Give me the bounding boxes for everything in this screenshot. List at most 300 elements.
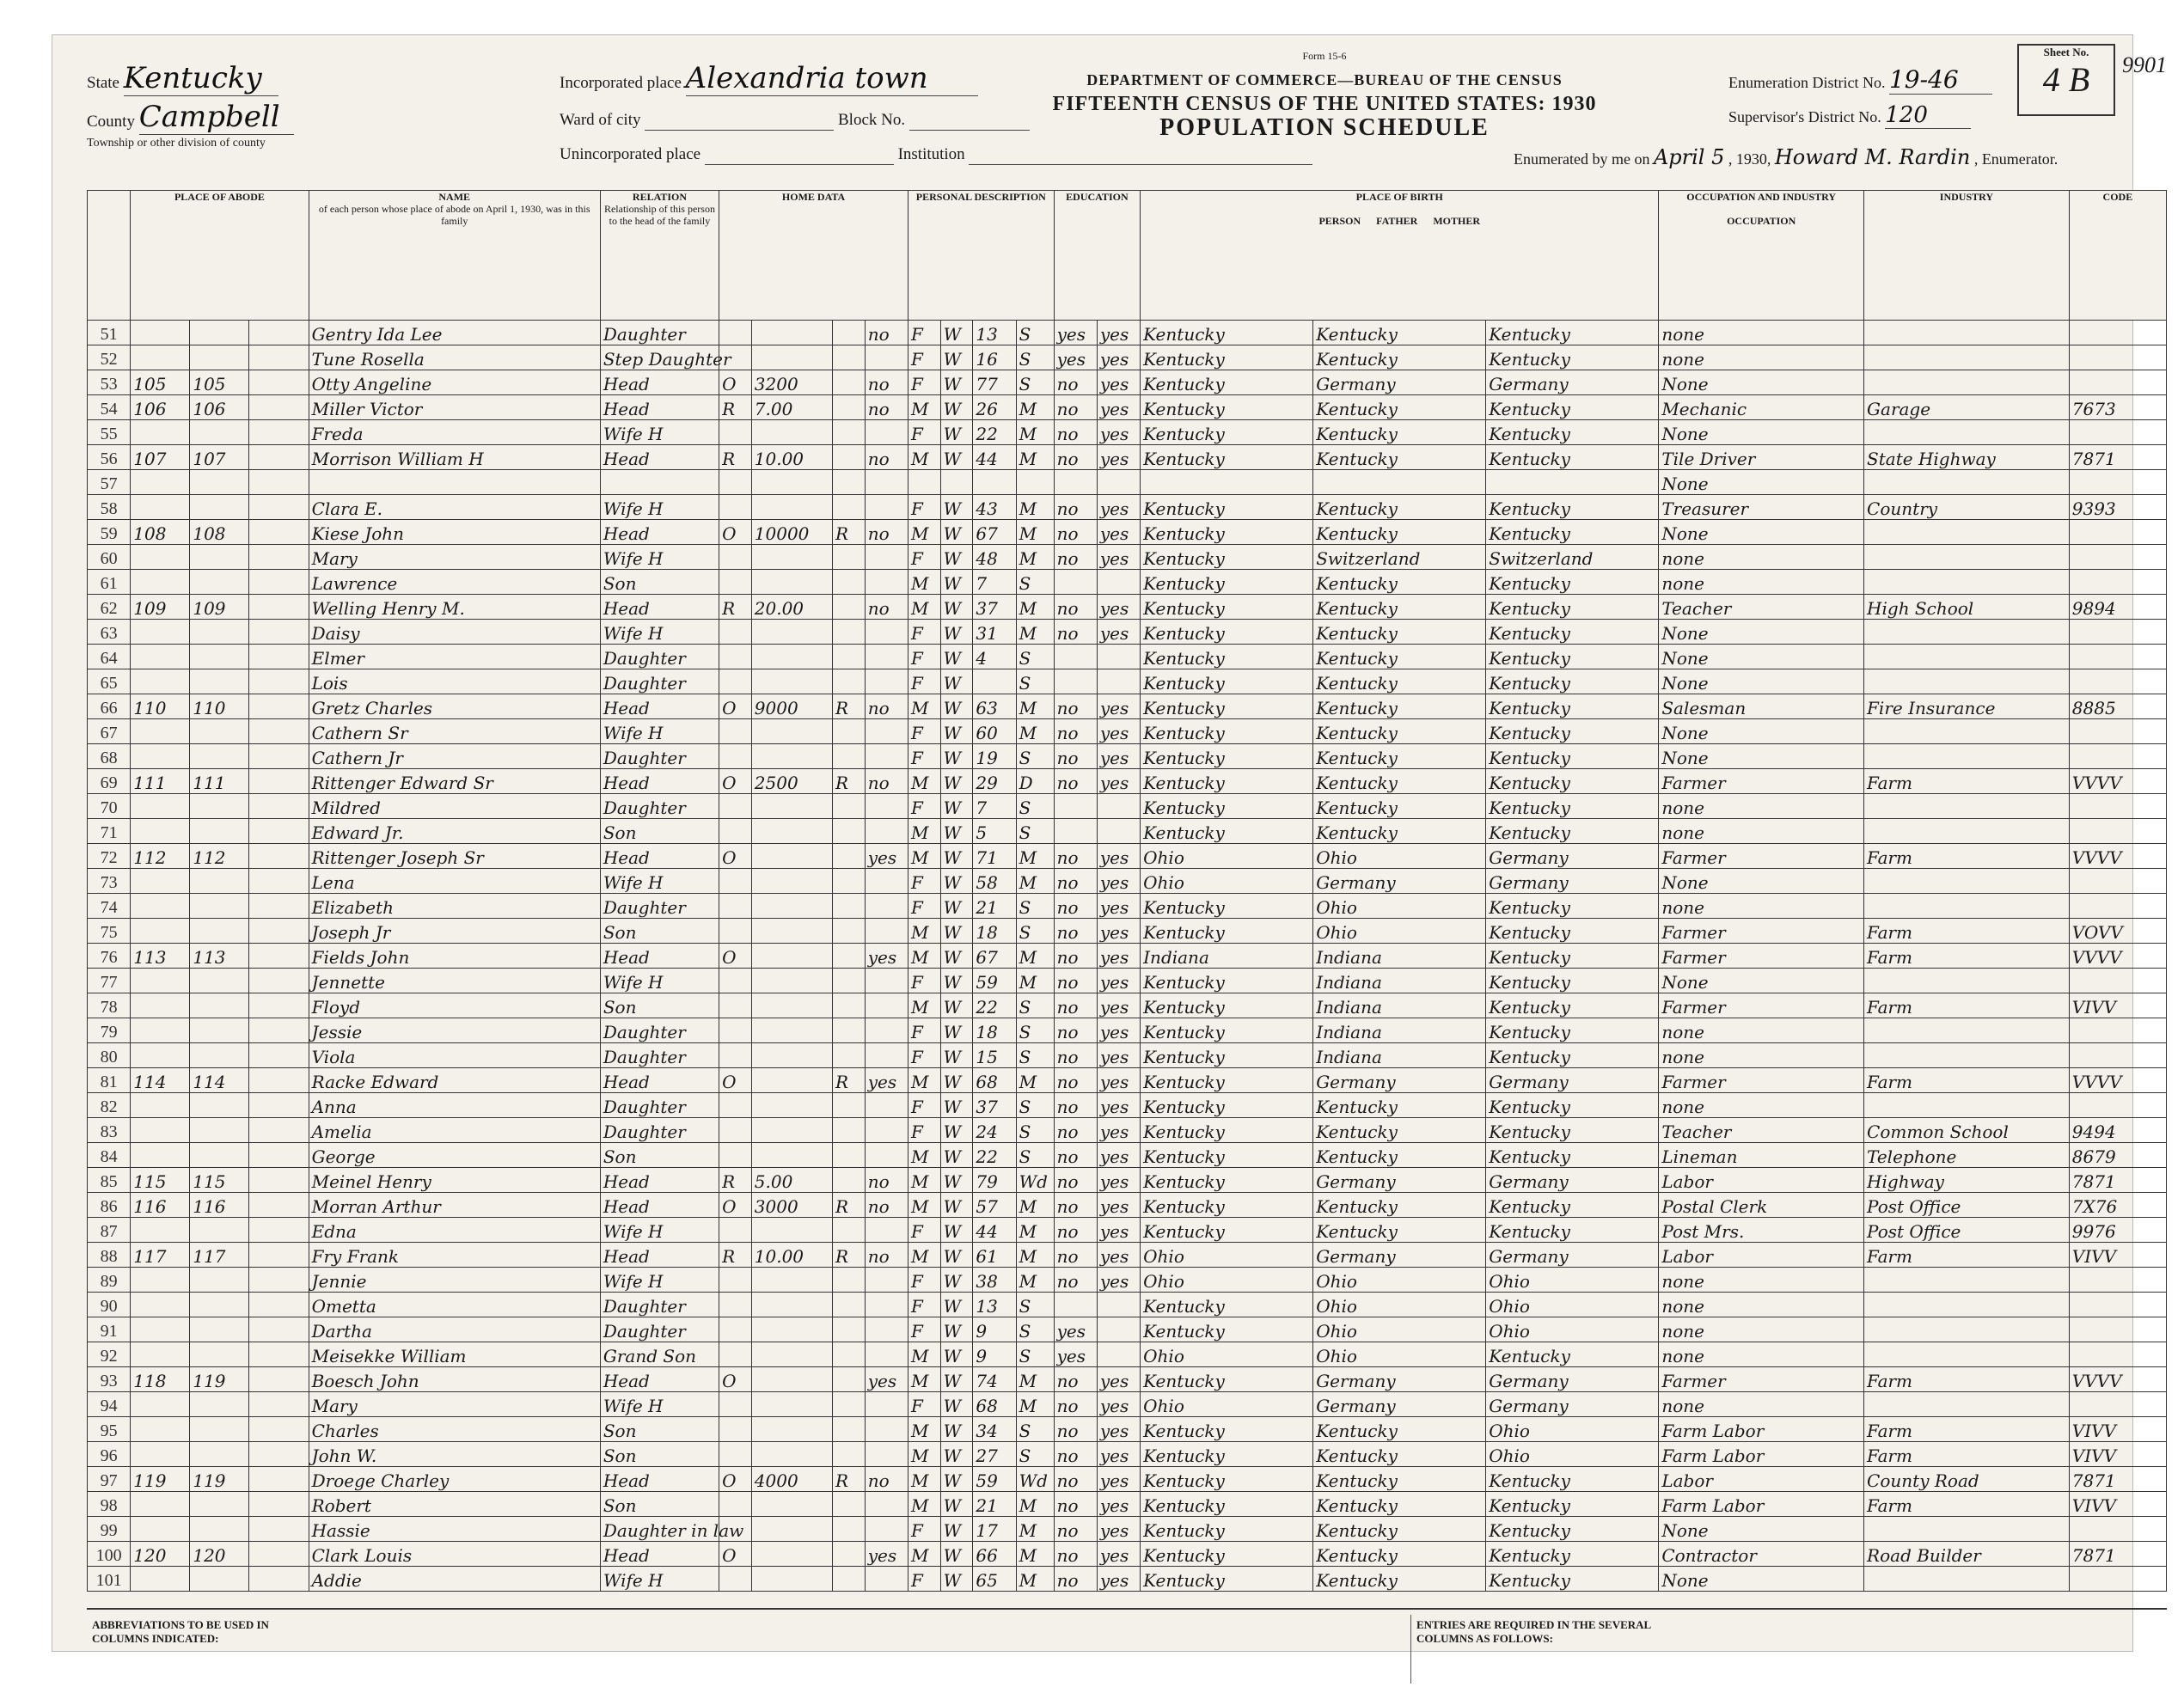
- cell-sex: F: [908, 620, 940, 645]
- cell-rel: Daughter: [600, 1118, 719, 1143]
- cell-read: yes: [1097, 1068, 1140, 1093]
- cell-school: [1054, 794, 1097, 819]
- cell-radio: [833, 1268, 866, 1293]
- cell-school: no: [1054, 495, 1097, 520]
- cell-rel: [600, 470, 719, 495]
- cell-mother: Kentucky: [1486, 1492, 1659, 1517]
- cell-dwelling: [190, 321, 249, 345]
- cell-value: [751, 869, 832, 894]
- cell-industry: [1864, 1342, 2070, 1367]
- cell-industry: [1864, 645, 2070, 669]
- cell-house: [131, 495, 190, 520]
- cell-school: no: [1054, 1542, 1097, 1567]
- cell-house: [131, 470, 190, 495]
- cell-sex: F: [908, 1293, 940, 1317]
- sheet-label: Sheet No.: [2043, 46, 2089, 58]
- cell-dwelling: 109: [190, 595, 249, 620]
- cell-n: 84: [88, 1143, 131, 1168]
- cell-read: yes: [1097, 1492, 1140, 1517]
- cell-race: W: [940, 769, 973, 794]
- cell-n: 75: [88, 919, 131, 944]
- cell-farm: no: [865, 694, 908, 719]
- cell-value: [751, 1268, 832, 1293]
- cell-value: [751, 495, 832, 520]
- cell-mother: Germany: [1486, 869, 1659, 894]
- cell-name: Viola: [309, 1043, 600, 1068]
- cell-school: no: [1054, 1417, 1097, 1442]
- cell-occupation: Labor: [1659, 1243, 1864, 1268]
- cell-industry: [1864, 1018, 2070, 1043]
- cell-pob: Indiana: [1141, 944, 1313, 969]
- cell-school: no: [1054, 769, 1097, 794]
- cell-age: [973, 669, 1016, 694]
- cell-n: 63: [88, 620, 131, 645]
- cell-age: 18: [973, 1018, 1016, 1043]
- cell-code: VVVV: [2069, 1068, 2166, 1093]
- cell-family: [249, 894, 309, 919]
- cell-age: 79: [973, 1168, 1016, 1193]
- cell-farm: no: [865, 395, 908, 420]
- cell-house: 107: [131, 445, 190, 470]
- cell-read: yes: [1097, 370, 1140, 395]
- cell-radio: [833, 1293, 866, 1317]
- table-row: [88, 869, 2167, 894]
- cell-n: 88: [88, 1243, 131, 1268]
- cell-age: 9: [973, 1317, 1016, 1342]
- cell-mother: Kentucky: [1486, 1467, 1659, 1492]
- cell-marital: M: [1016, 1068, 1054, 1093]
- cell-race: W: [940, 869, 973, 894]
- cell-pob: Kentucky: [1141, 1517, 1313, 1542]
- cell-n: 58: [88, 495, 131, 520]
- cell-pob: Kentucky: [1141, 445, 1313, 470]
- cell-house: 111: [131, 769, 190, 794]
- cell-tenure: O: [719, 844, 752, 869]
- cell-tenure: [719, 794, 752, 819]
- cell-marital: S: [1016, 1043, 1054, 1068]
- cell-age: 15: [973, 1043, 1016, 1068]
- cell-name: Robert: [309, 1492, 600, 1517]
- table-row: [88, 1218, 2167, 1243]
- cell-value: [751, 1342, 832, 1367]
- cell-school: no: [1054, 1218, 1097, 1243]
- cell-tenure: O: [719, 370, 752, 395]
- cell-age: 16: [973, 345, 1016, 370]
- cell-radio: R: [833, 1243, 866, 1268]
- cell-house: [131, 1218, 190, 1243]
- cell-occupation: Farmer: [1659, 993, 1864, 1018]
- cell-house: [131, 1268, 190, 1293]
- cell-n: 85: [88, 1168, 131, 1193]
- cell-race: W: [940, 420, 973, 445]
- cell-age: 26: [973, 395, 1016, 420]
- cell-rel: Head: [600, 595, 719, 620]
- cell-name: Rittenger Edward Sr: [309, 769, 600, 794]
- cell-tenure: O: [719, 1467, 752, 1492]
- cell-sex: F: [908, 321, 940, 345]
- cell-school: no: [1054, 1492, 1097, 1517]
- cell-industry: [1864, 420, 2070, 445]
- cell-tenure: O: [719, 694, 752, 719]
- table-row: [88, 1317, 2167, 1342]
- cell-mother: Germany: [1486, 1068, 1659, 1093]
- cell-school: no: [1054, 1243, 1097, 1268]
- cell-age: 27: [973, 1442, 1016, 1467]
- cell-industry: Farm: [1864, 1243, 2070, 1268]
- cell-sex: M: [908, 570, 940, 595]
- table-row: [88, 1417, 2167, 1442]
- cell-house: 112: [131, 844, 190, 869]
- population-table: [87, 190, 2167, 1592]
- cell-radio: [833, 744, 866, 769]
- cell-race: W: [940, 495, 973, 520]
- cell-farm: [865, 744, 908, 769]
- table-row: [88, 669, 2167, 694]
- cell-pob: Kentucky: [1141, 595, 1313, 620]
- cell-radio: [833, 1417, 866, 1442]
- cell-school: no: [1054, 1043, 1097, 1068]
- cell-tenure: R: [719, 1243, 752, 1268]
- cell-sex: M: [908, 1467, 940, 1492]
- cell-read: yes: [1097, 345, 1140, 370]
- block-label: Block No.: [838, 111, 906, 129]
- cell-dwelling: 120: [190, 1542, 249, 1567]
- cell-age: 66: [973, 1542, 1016, 1567]
- cell-pob: Kentucky: [1141, 545, 1313, 570]
- cell-sex: F: [908, 1043, 940, 1068]
- cell-race: W: [940, 894, 973, 919]
- cell-pob: Kentucky: [1141, 1068, 1313, 1093]
- cell-mother: Kentucky: [1486, 620, 1659, 645]
- cell-tenure: O: [719, 520, 752, 545]
- cell-race: W: [940, 719, 973, 744]
- cell-school: no: [1054, 1093, 1097, 1118]
- cell-school: [1054, 570, 1097, 595]
- cell-code: [2069, 470, 2166, 495]
- cell-father: Kentucky: [1313, 570, 1486, 595]
- cell-n: 55: [88, 420, 131, 445]
- cell-dwelling: [190, 1317, 249, 1342]
- cell-industry: [1864, 894, 2070, 919]
- cell-sex: F: [908, 645, 940, 669]
- cell-dwelling: [190, 1118, 249, 1143]
- cell-sex: M: [908, 694, 940, 719]
- cell-read: yes: [1097, 520, 1140, 545]
- cell-pob: Kentucky: [1141, 620, 1313, 645]
- cell-read: yes: [1097, 1043, 1140, 1068]
- cell-rel: Head: [600, 445, 719, 470]
- cell-farm: [865, 969, 908, 993]
- cell-n: 83: [88, 1118, 131, 1143]
- cell-house: 120: [131, 1542, 190, 1567]
- cell-radio: [833, 919, 866, 944]
- cell-rel: Son: [600, 1492, 719, 1517]
- institution-label: Institution: [897, 145, 965, 163]
- cell-pob: Kentucky: [1141, 520, 1313, 545]
- cell-industry: [1864, 669, 2070, 694]
- cell-marital: M: [1016, 1517, 1054, 1542]
- cell-race: W: [940, 545, 973, 570]
- cell-father: Ohio: [1313, 844, 1486, 869]
- cell-code: [2069, 1342, 2166, 1367]
- cell-name: Racke Edward: [309, 1068, 600, 1093]
- cell-mother: Kentucky: [1486, 420, 1659, 445]
- cell-industry: [1864, 1517, 2070, 1542]
- table-row: [88, 1093, 2167, 1118]
- cell-occupation: Labor: [1659, 1467, 1864, 1492]
- cell-n: 74: [88, 894, 131, 919]
- cell-occupation: None: [1659, 744, 1864, 769]
- cell-family: [249, 1467, 309, 1492]
- cell-farm: yes: [865, 1542, 908, 1567]
- cell-family: [249, 1068, 309, 1093]
- cell-age: 34: [973, 1417, 1016, 1442]
- cell-family: [249, 744, 309, 769]
- table-row: [88, 545, 2167, 570]
- cell-marital: M: [1016, 1268, 1054, 1293]
- table-row: [88, 1268, 2167, 1293]
- cell-dwelling: 114: [190, 1068, 249, 1093]
- cell-occupation: Farmer: [1659, 1068, 1864, 1093]
- cell-mother: Switzerland: [1486, 545, 1659, 570]
- cell-tenure: [719, 1293, 752, 1317]
- cell-marital: S: [1016, 321, 1054, 345]
- cell-family: [249, 669, 309, 694]
- enumerator-label: , Enumerator.: [1973, 150, 2059, 168]
- cell-pob: Kentucky: [1141, 1193, 1313, 1218]
- cell-radio: R: [833, 769, 866, 794]
- cell-father: Kentucky: [1313, 1492, 1486, 1517]
- cell-industry: Farm: [1864, 944, 2070, 969]
- cell-farm: no: [865, 595, 908, 620]
- cell-sex: F: [908, 1317, 940, 1342]
- cell-n: 67: [88, 719, 131, 744]
- cell-marital: S: [1016, 1342, 1054, 1367]
- cell-race: W: [940, 321, 973, 345]
- cell-marital: S: [1016, 819, 1054, 844]
- cell-rel: Head: [600, 520, 719, 545]
- cell-school: no: [1054, 1268, 1097, 1293]
- cell-name: Kiese John: [309, 520, 600, 545]
- cell-dwelling: 108: [190, 520, 249, 545]
- cell-industry: Highway: [1864, 1168, 2070, 1193]
- cell-n: 78: [88, 993, 131, 1018]
- cell-rel: Wife H: [600, 420, 719, 445]
- cell-name: Fields John: [309, 944, 600, 969]
- cell-sex: M: [908, 944, 940, 969]
- cell-school: yes: [1054, 1342, 1097, 1367]
- cell-age: 67: [973, 944, 1016, 969]
- cell-age: 77: [973, 370, 1016, 395]
- cell-age: 44: [973, 445, 1016, 470]
- cell-farm: no: [865, 1193, 908, 1218]
- cell-value: [751, 1118, 832, 1143]
- col-code: CODE: [2069, 191, 2166, 321]
- cell-marital: M: [1016, 694, 1054, 719]
- cell-name: Lawrence: [309, 570, 600, 595]
- cell-read: yes: [1097, 919, 1140, 944]
- cell-farm: no: [865, 445, 908, 470]
- cell-code: [2069, 744, 2166, 769]
- cell-father: Ohio: [1313, 1268, 1486, 1293]
- cell-house: [131, 719, 190, 744]
- cell-code: 7673: [2069, 395, 2166, 420]
- cell-rel: Wife H: [600, 1268, 719, 1293]
- col-education: EDUCATION: [1054, 191, 1141, 321]
- cell-rel: Head: [600, 370, 719, 395]
- cell-n: 89: [88, 1268, 131, 1293]
- cell-occupation: None: [1659, 645, 1864, 669]
- col-home-data: HOME DATA: [719, 191, 908, 321]
- cell-family: [249, 345, 309, 370]
- cell-name: Anna: [309, 1093, 600, 1118]
- cell-code: 9976: [2069, 1218, 2166, 1243]
- cell-family: [249, 1243, 309, 1268]
- cell-school: no: [1054, 1143, 1097, 1168]
- cell-code: [2069, 321, 2166, 345]
- cell-house: 110: [131, 694, 190, 719]
- table-row: [88, 1168, 2167, 1193]
- cell-pob: Kentucky: [1141, 719, 1313, 744]
- cell-mother: Kentucky: [1486, 520, 1659, 545]
- cell-mother: Kentucky: [1486, 1018, 1659, 1043]
- cell-value: [751, 570, 832, 595]
- cell-race: W: [940, 1018, 973, 1043]
- cell-father: Kentucky: [1313, 1417, 1486, 1442]
- cell-name: Tune Rosella: [309, 345, 600, 370]
- cell-age: 18: [973, 919, 1016, 944]
- cell-industry: [1864, 1392, 2070, 1417]
- cell-code: 7X76: [2069, 1193, 2166, 1218]
- cell-read: yes: [1097, 545, 1140, 570]
- cell-race: W: [940, 844, 973, 869]
- cell-name: Floyd: [309, 993, 600, 1018]
- census-sheet: [52, 34, 2167, 1652]
- cell-race: W: [940, 969, 973, 993]
- cell-race: W: [940, 1118, 973, 1143]
- cell-occupation: None: [1659, 719, 1864, 744]
- cell-dwelling: 119: [190, 1467, 249, 1492]
- cell-farm: [865, 470, 908, 495]
- cell-rel: Wife H: [600, 1392, 719, 1417]
- cell-mother: Kentucky: [1486, 1517, 1659, 1542]
- ward-label: Ward of city: [560, 111, 641, 129]
- cell-marital: S: [1016, 1143, 1054, 1168]
- cell-race: W: [940, 1317, 973, 1342]
- cell-read: yes: [1097, 1118, 1140, 1143]
- cell-race: W: [940, 645, 973, 669]
- cell-read: yes: [1097, 719, 1140, 744]
- cell-radio: [833, 595, 866, 620]
- cell-n: 70: [88, 794, 131, 819]
- cell-mother: Ohio: [1486, 1268, 1659, 1293]
- cell-pob: Kentucky: [1141, 1093, 1313, 1118]
- table-row: [88, 445, 2167, 470]
- table-row: [88, 969, 2167, 993]
- cell-family: [249, 944, 309, 969]
- cell-read: [1097, 1317, 1140, 1342]
- cell-code: 8885: [2069, 694, 2166, 719]
- cell-sex: M: [908, 1417, 940, 1442]
- cell-name: Cathern Jr: [309, 744, 600, 769]
- cell-occupation: Farmer: [1659, 1367, 1864, 1392]
- cell-name: Hassie: [309, 1517, 600, 1542]
- cell-pob: Kentucky: [1141, 420, 1313, 445]
- cell-farm: [865, 495, 908, 520]
- cell-n: 100: [88, 1542, 131, 1567]
- cell-age: 74: [973, 1367, 1016, 1392]
- cell-radio: [833, 1442, 866, 1467]
- cell-rel: Daughter: [600, 1293, 719, 1317]
- cell-read: yes: [1097, 744, 1140, 769]
- cell-value: [751, 545, 832, 570]
- cell-sex: F: [908, 794, 940, 819]
- cell-dwelling: [190, 1218, 249, 1243]
- cell-industry: [1864, 620, 2070, 645]
- cell-farm: [865, 620, 908, 645]
- cell-value: [751, 645, 832, 669]
- cell-tenure: [719, 1567, 752, 1592]
- cell-marital: S: [1016, 993, 1054, 1018]
- cell-value: 10.00: [751, 1243, 832, 1268]
- cell-marital: M: [1016, 495, 1054, 520]
- cell-occupation: Post Mrs.: [1659, 1218, 1864, 1243]
- cell-n: 59: [88, 520, 131, 545]
- cell-family: [249, 969, 309, 993]
- cell-race: W: [940, 1442, 973, 1467]
- cell-n: 92: [88, 1342, 131, 1367]
- cell-family: [249, 1542, 309, 1567]
- cell-read: yes: [1097, 595, 1140, 620]
- cell-rel: Head: [600, 769, 719, 794]
- table-row: [88, 395, 2167, 420]
- cell-dwelling: [190, 819, 249, 844]
- table-row: [88, 844, 2167, 869]
- cell-race: W: [940, 919, 973, 944]
- cell-race: W: [940, 520, 973, 545]
- cell-race: W: [940, 1043, 973, 1068]
- cell-school: [1054, 1293, 1097, 1317]
- cell-value: [751, 819, 832, 844]
- cell-rel: Head: [600, 1467, 719, 1492]
- cell-house: 119: [131, 1467, 190, 1492]
- cell-age: 22: [973, 420, 1016, 445]
- cell-dwelling: [190, 993, 249, 1018]
- cell-mother: [1486, 470, 1659, 495]
- cell-mother: Kentucky: [1486, 894, 1659, 919]
- cell-race: W: [940, 1193, 973, 1218]
- footer: [87, 1608, 2167, 1687]
- cell-rel: Son: [600, 993, 719, 1018]
- cell-race: W: [940, 944, 973, 969]
- cell-mother: Kentucky: [1486, 944, 1659, 969]
- cell-radio: R: [833, 1068, 866, 1093]
- cell-father: Kentucky: [1313, 395, 1486, 420]
- cell-mother: Kentucky: [1486, 1143, 1659, 1168]
- cell-tenure: O: [719, 769, 752, 794]
- cell-family: [249, 694, 309, 719]
- cell-tenure: [719, 620, 752, 645]
- cell-tenure: [719, 1268, 752, 1293]
- cell-industry: Road Builder: [1864, 1542, 2070, 1567]
- cell-value: [751, 1068, 832, 1093]
- cell-race: W: [940, 794, 973, 819]
- cell-name: Clark Louis: [309, 1542, 600, 1567]
- cell-sex: F: [908, 744, 940, 769]
- cell-pob: Kentucky: [1141, 1168, 1313, 1193]
- cell-tenure: [719, 470, 752, 495]
- cell-dwelling: [190, 794, 249, 819]
